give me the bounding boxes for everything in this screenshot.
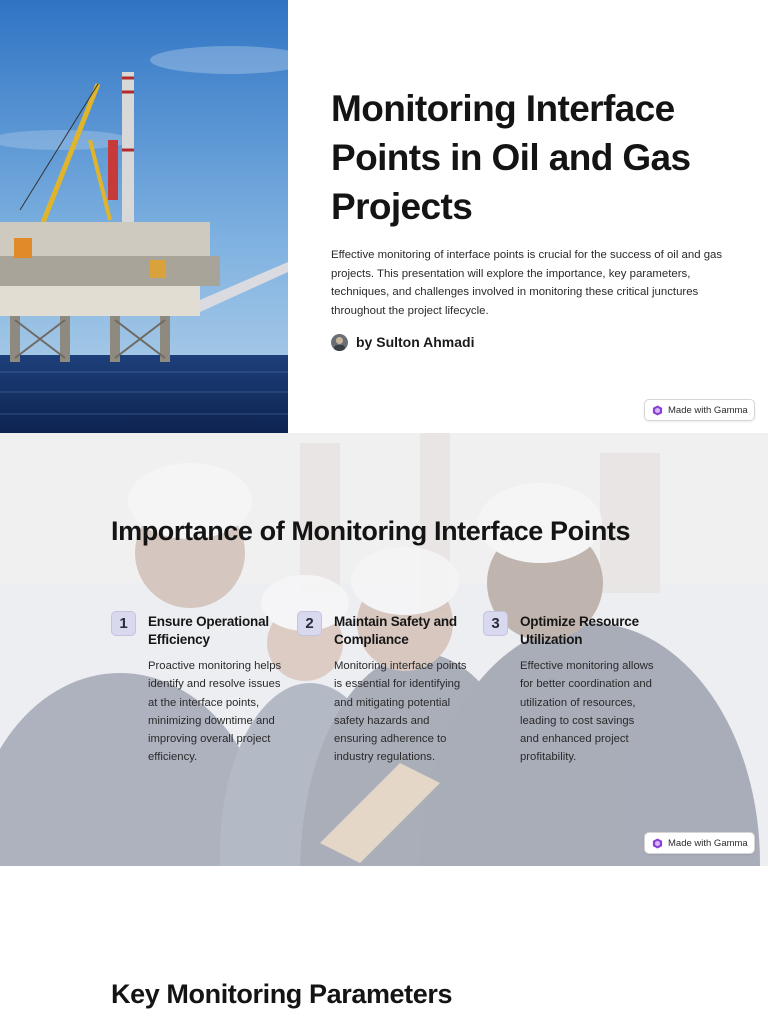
made-with-gamma-badge[interactable] xyxy=(644,399,755,421)
badge-label: Made with Gamma xyxy=(668,837,748,849)
made-with-gamma-badge[interactable] xyxy=(644,832,755,854)
section-title: Importance of Monitoring Interface Points xyxy=(111,516,631,546)
card-title: Maintain Safety and Compliance xyxy=(334,614,457,647)
slide-title xyxy=(0,0,768,433)
avatar xyxy=(331,334,348,351)
card-title: Optimize Resource Utilization xyxy=(520,614,639,647)
author-byline xyxy=(331,332,474,352)
gamma-logo-icon xyxy=(652,405,663,416)
page-title: Monitoring Interface Points in Oil and Gas Projects xyxy=(331,88,691,227)
card-number: 2 xyxy=(297,611,322,636)
card-text: Proactive monitoring helps identify and resolve issues at the interface points, minimizing downtime and improving overall project efficiency. xyxy=(148,660,282,764)
intro-description: Effective monitoring of interface points is crucial for the success of oil and gas projects. This presentation will explore the importance, key parameters, techniques, and challenges involved in monitoring these critical junctures throughout the project lifecycle. xyxy=(331,249,723,317)
card-text: Effective monitoring allows for better coordination and utilization of resources, leading to cost savings and enhanced project profitability. xyxy=(520,660,654,764)
slide-importance xyxy=(0,433,768,866)
card-title: Ensure Operational Efficiency xyxy=(148,614,269,647)
background-overlay xyxy=(0,433,768,866)
badge-label: Made with Gamma xyxy=(668,404,748,416)
card-number: 1 xyxy=(111,611,136,636)
slide-key-parameters xyxy=(0,866,768,1024)
card-text: Monitoring interface points is essential for identifying and mitigating potential safety hazards and ensuring adherence to industry regulations. xyxy=(334,660,467,764)
oil-rig-photo xyxy=(0,0,288,433)
card-number: 3 xyxy=(483,611,508,636)
author-name: by Sulton Ahmadi xyxy=(356,334,475,350)
section-title: Key Monitoring Parameters xyxy=(111,979,453,1009)
gamma-logo-icon xyxy=(652,838,663,849)
